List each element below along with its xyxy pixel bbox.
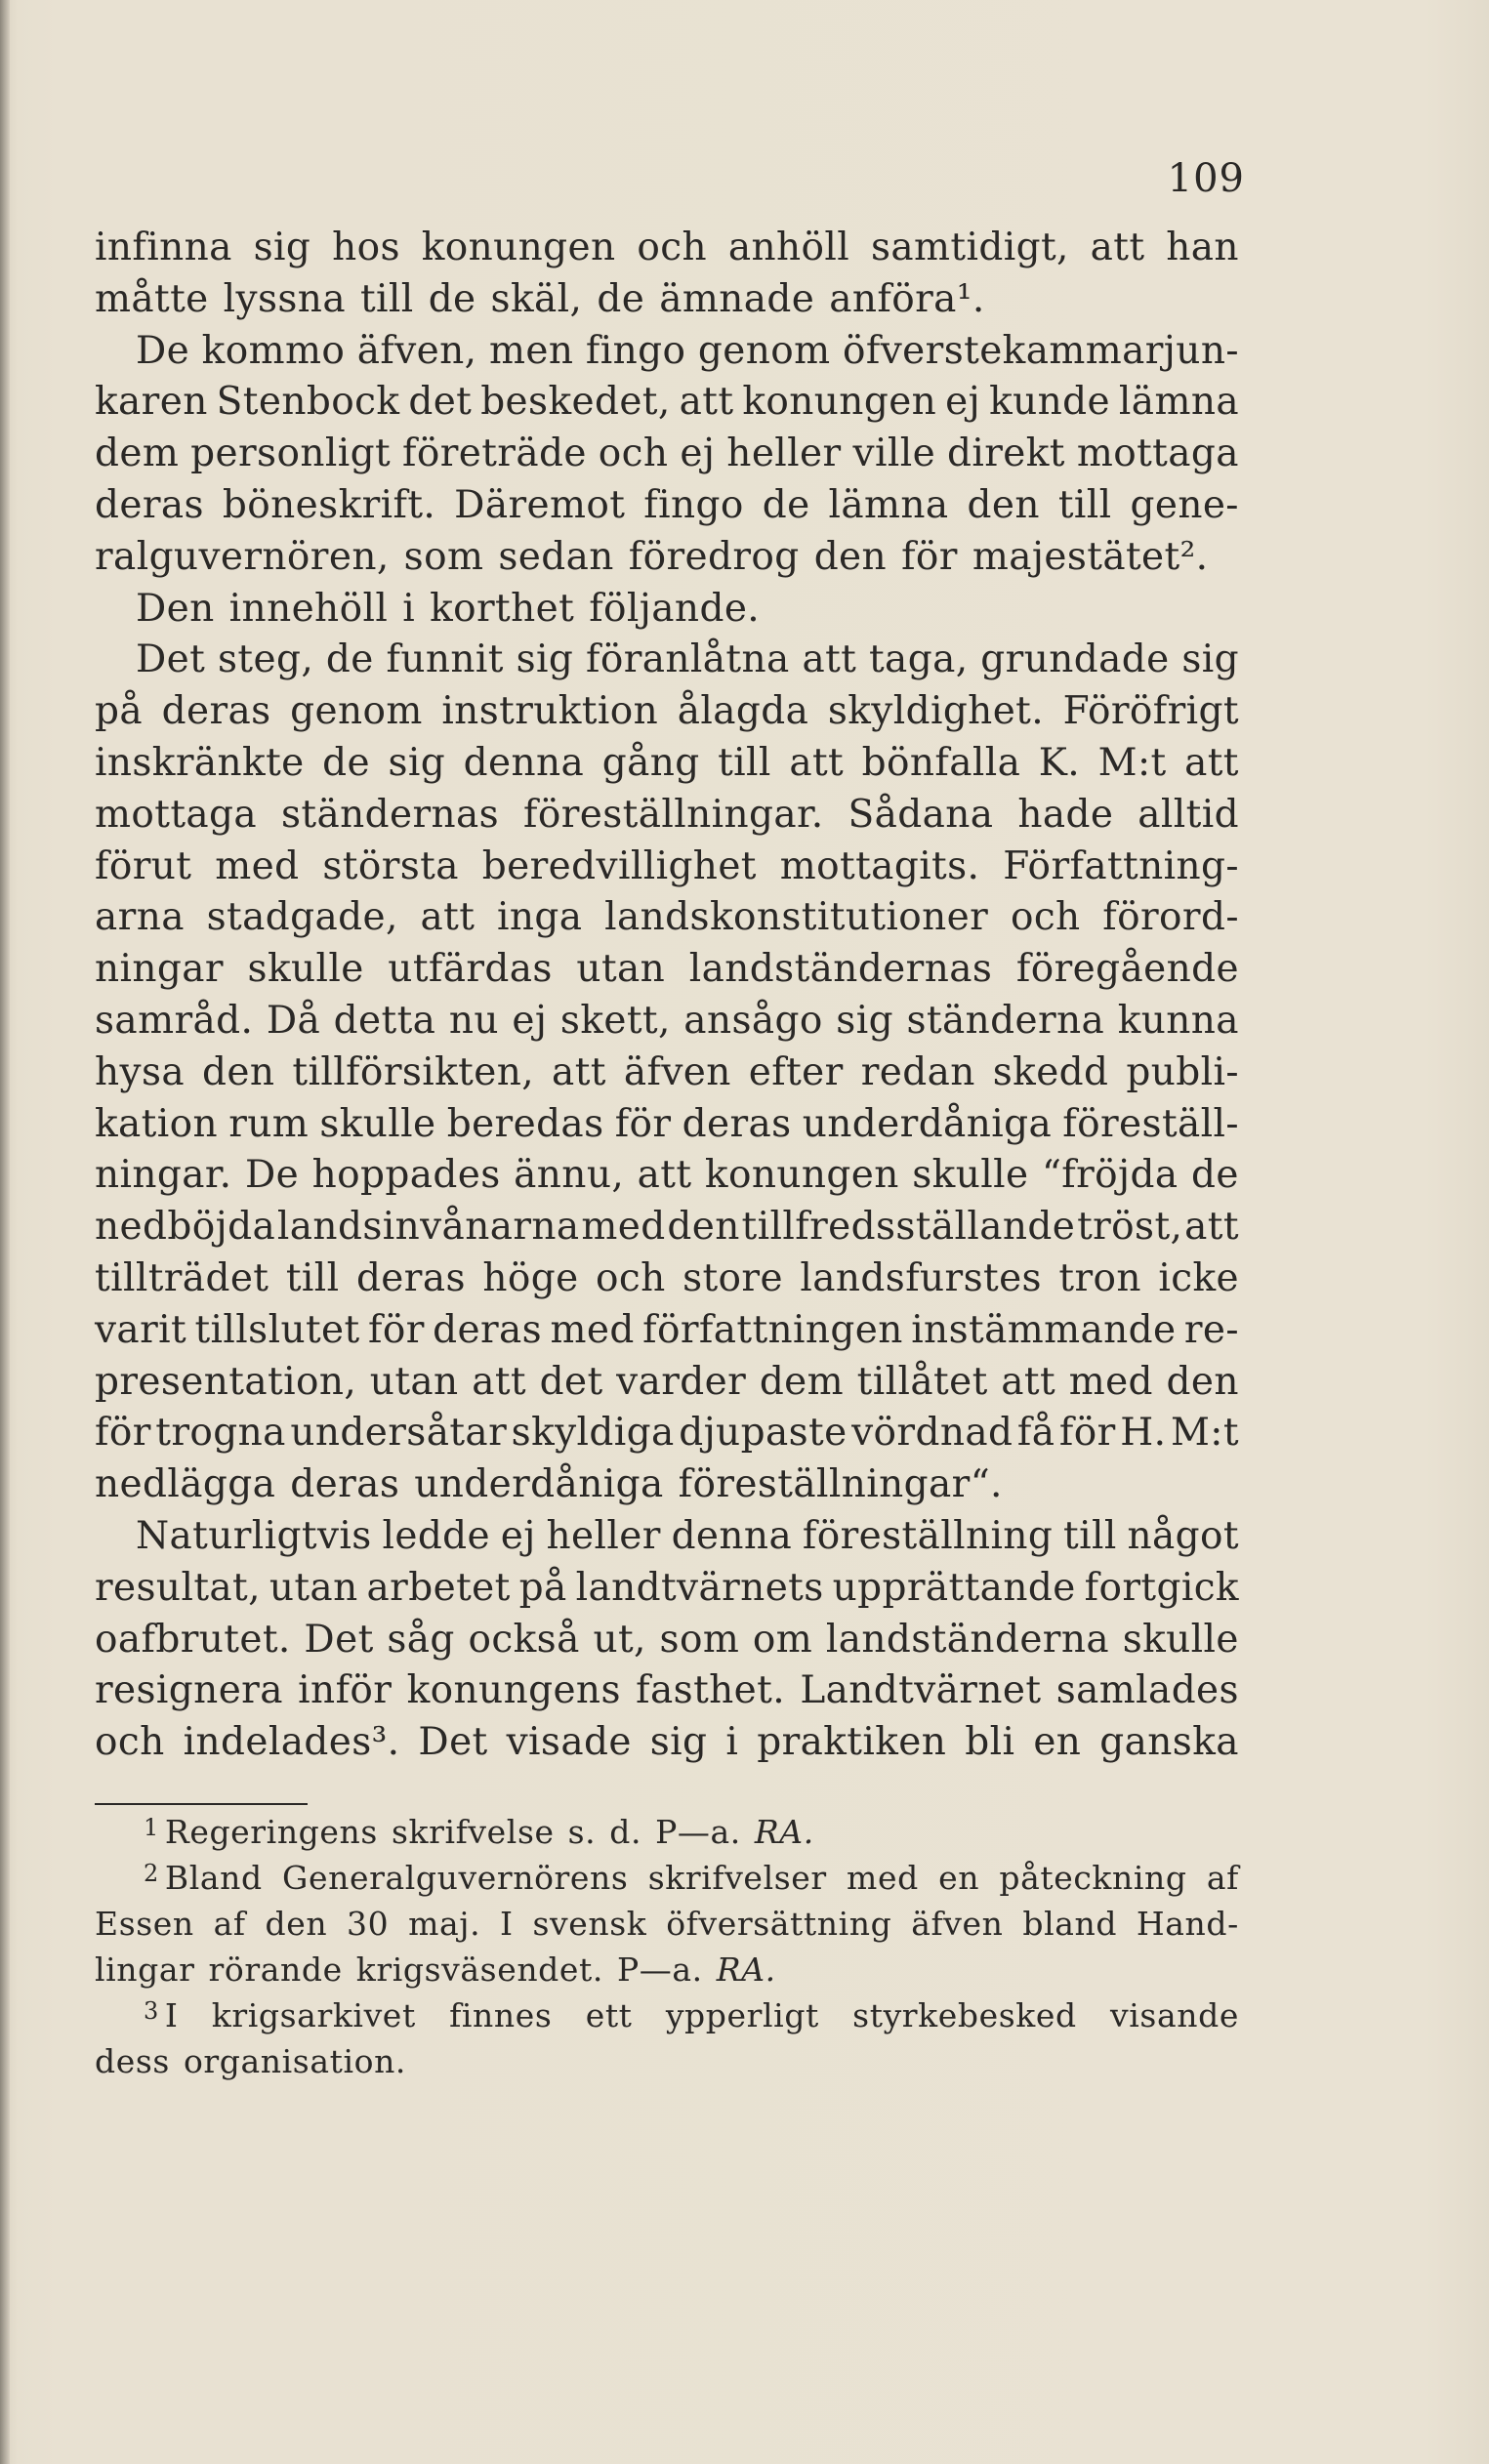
footnote-number: 1 bbox=[144, 1814, 159, 1841]
footnote-line: lingar rörande krigsväsendet. P—a. RA. bbox=[95, 1951, 776, 1989]
body-line: inskränkte de sig denna gång till att bönfalla K. M:t att bbox=[95, 740, 1239, 785]
body-line: resultat, utan arbetet på landtvärnets upprättande fortgick bbox=[95, 1565, 1239, 1610]
body-line: och indelades³. Det visade sig i praktiken bli en ganska bbox=[95, 1720, 1239, 1765]
body-line: på deras genom instruktion ålagda skyldighet. Föröfrigt bbox=[95, 689, 1239, 734]
body-line: ralguvernören, som sedan föredrog den för majestätet². bbox=[95, 534, 1209, 579]
body-line: resignera inför konungens fasthet. Landtvärnet samlades bbox=[95, 1668, 1239, 1713]
body-line: dem personligt företräde och ej heller ville direkt mottaga bbox=[95, 431, 1239, 476]
body-line: Naturligtvis ledde ej heller denna föreställning till något bbox=[136, 1513, 1239, 1558]
body-line: oafbrutet. Det såg också ut, som om landständerna skulle bbox=[95, 1617, 1239, 1662]
body-line: varit tillslutet för deras med författningen instämmande re- bbox=[95, 1307, 1239, 1352]
body-line: mottaga ständernas föreställningar. Sådana hade alltid bbox=[95, 792, 1239, 837]
page-edge-shadow bbox=[0, 0, 10, 2464]
body-line: tillträdet till deras höge och store landsfurstes tron icke bbox=[95, 1255, 1239, 1300]
body-line: karen Stenbock det beskedet, att konungen ej kunde lämna bbox=[95, 380, 1239, 425]
body-line: ningar skulle utfärdas utan landständernas föregående bbox=[95, 947, 1239, 992]
body-line: samråd. Då detta nu ej skett, ansågo sig ständerna kunna bbox=[95, 998, 1239, 1043]
body-line: arna stadgade, att inga landskonstitutioner och förord- bbox=[95, 895, 1239, 940]
body-line: infinna sig hos konungen och anhöll samtidigt, att han bbox=[95, 226, 1239, 269]
page-number: 109 bbox=[1167, 156, 1245, 201]
footnote-line: Essen af den 30 maj. I svensk öfversättning äfven bland Hand- bbox=[95, 1905, 1239, 1943]
footnote-line: $^3$ I krigsarkivet finnes ett ypperligt styrkebesked visande bbox=[144, 1996, 1239, 2034]
footnote-separator bbox=[95, 1803, 308, 1805]
body-line: Det steg, de funnit sig föranlåtna att taga, grundade sig bbox=[136, 637, 1239, 682]
body-text bbox=[95, 223, 1239, 1769]
body-line: hysa den tillförsikten, att äfven efter redan skedd publi- bbox=[95, 1049, 1239, 1094]
footnote-line: dess organisation. bbox=[95, 2042, 407, 2080]
footnote-line: $^2$ Bland Generalguvernörens skrifvelser med en påteckning af bbox=[144, 1859, 1239, 1897]
body-line: för trogna undersåtar skyldiga djupaste vördnad få för H. M:t bbox=[95, 1411, 1239, 1456]
footnote-number: 2 bbox=[144, 1860, 159, 1887]
body-line: måtte lyssna till de skäl, de ämnade anföra¹. bbox=[95, 276, 985, 321]
footnote-line: $^1$ Regeringens skrifvelse s. d. P—a. RA. bbox=[144, 1813, 814, 1851]
body-line: förut med största beredvillighet mottagits. Författning- bbox=[95, 843, 1239, 888]
body-line: deras böneskrift. Däremot fingo de lämna den till gene- bbox=[95, 482, 1239, 527]
body-line: Den innehöll i korthet följande. bbox=[136, 586, 761, 631]
footnote-number: 3 bbox=[144, 1997, 159, 2025]
body-line: De kommo äfven, men fingo genom öfverstekammarjun- bbox=[136, 328, 1239, 373]
footnotes bbox=[95, 1809, 1239, 2084]
body-line: nedböjda landsinvånarna med den tillfredsställande tröst, att bbox=[95, 1205, 1239, 1250]
body-line: ningar. De hoppades ännu, att konungen skulle “fröjda de bbox=[95, 1153, 1239, 1198]
body-line: nedlägga deras underdåniga föreställningar“. bbox=[95, 1462, 1003, 1507]
body-line: presentation, utan att det varder dem tillåtet att med den bbox=[95, 1359, 1239, 1404]
body-line: kation rum skulle beredas för deras underdåniga föreställ- bbox=[95, 1101, 1239, 1146]
